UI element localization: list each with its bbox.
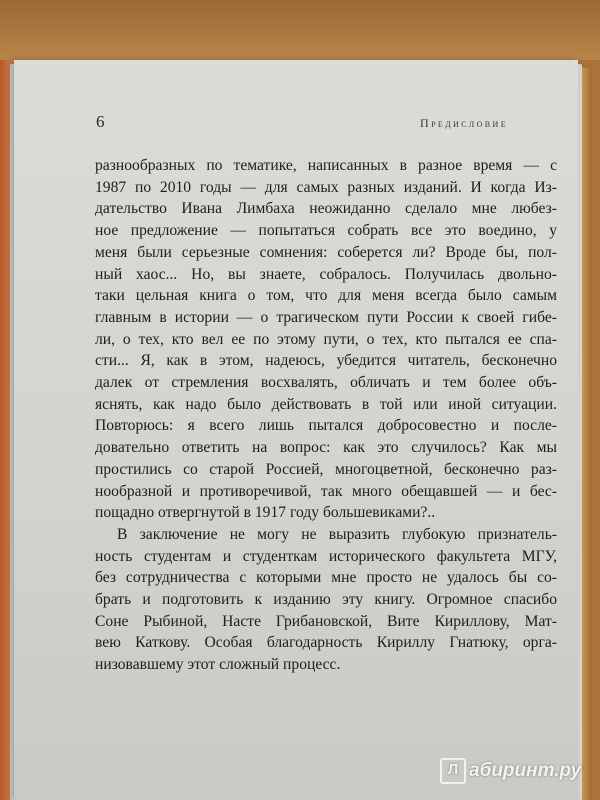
text-line: В заключение не могу не выразить глубокую признатель-: [117, 525, 557, 543]
text-line: 1987 по 2010 годы — для самых разных изданий. И когда Из-: [95, 178, 557, 196]
text-line: нообразной и противоречивой, так много обещавшей — и бес-: [95, 482, 557, 500]
text-line: яснять, как надо было действовать в той или иной ситуации.: [95, 395, 557, 413]
labirint-logo-icon: Л: [440, 758, 466, 784]
text-line: довательно ответить на вопрос: как это случилось? Как мы: [95, 439, 557, 457]
text-line: Повторюсь: я всего лишь пытался добросовестно и после-: [95, 417, 557, 435]
body-text: [95, 155, 557, 676]
running-head: Предисловие: [420, 116, 508, 130]
text-line: пощадно отвергнутой в 1917 году большевиками?..: [95, 504, 436, 522]
table-surface: [0, 0, 600, 60]
text-line: разнообразных по тематике, написанных в разное время — с: [95, 157, 557, 174]
text-line: низовавшему этот сложный процесс.: [95, 656, 341, 674]
text-line: меня были серьезные сомнения: соберется ли? Вроде бы, пол-: [95, 243, 557, 261]
page-number: 6: [96, 112, 105, 131]
text-line: главным в истории — о трагическом пути России к своей гибе-: [95, 308, 557, 326]
text-line: без сотрудничества с которыми мне просто не удалось бы со-: [95, 569, 557, 587]
text-line: вею Каткову. Особая благодарность Кириллу Гнатюку, орга-: [95, 634, 557, 652]
text-line: сти... Я, как в этом, надеюсь, убедится читатель, бесконечно: [95, 352, 557, 370]
text-line: Соне Рыбиной, Насте Грибановской, Вите Кириллову, Мат-: [95, 612, 557, 630]
watermark-text: абиринт.ру: [469, 760, 582, 781]
text-line: ность студентам и студенткам исторического факультета МГУ,: [95, 547, 557, 565]
text-line: далек от стремления восхвалять, обличать и тем более объ-: [95, 374, 557, 392]
text-line: брать и подготовить к изданию эту книгу. Огромное спасибо: [95, 591, 557, 609]
text-line: простились со старой Россией, многоцветной, бесконечно раз-: [95, 460, 557, 478]
text-line: дательство Ивана Лимбаха неожиданно сделало мне любез-: [95, 200, 557, 218]
paragraph-2: [95, 524, 557, 676]
paragraph-1: [95, 155, 557, 524]
text-line: таки цельная книга о том, что для меня всегда было самым: [95, 287, 557, 305]
text-line: ли, о тех, кто вел ее по этому пути, о тех, кто пытался ее спа-: [95, 330, 557, 348]
labirint-watermark: [440, 758, 590, 784]
text-line: ное предложение — попытаться собрать все это воедино, у: [95, 222, 557, 240]
text-line: ный хаос... Но, вы знаете, собралось. Получилась двольно-: [95, 265, 557, 283]
